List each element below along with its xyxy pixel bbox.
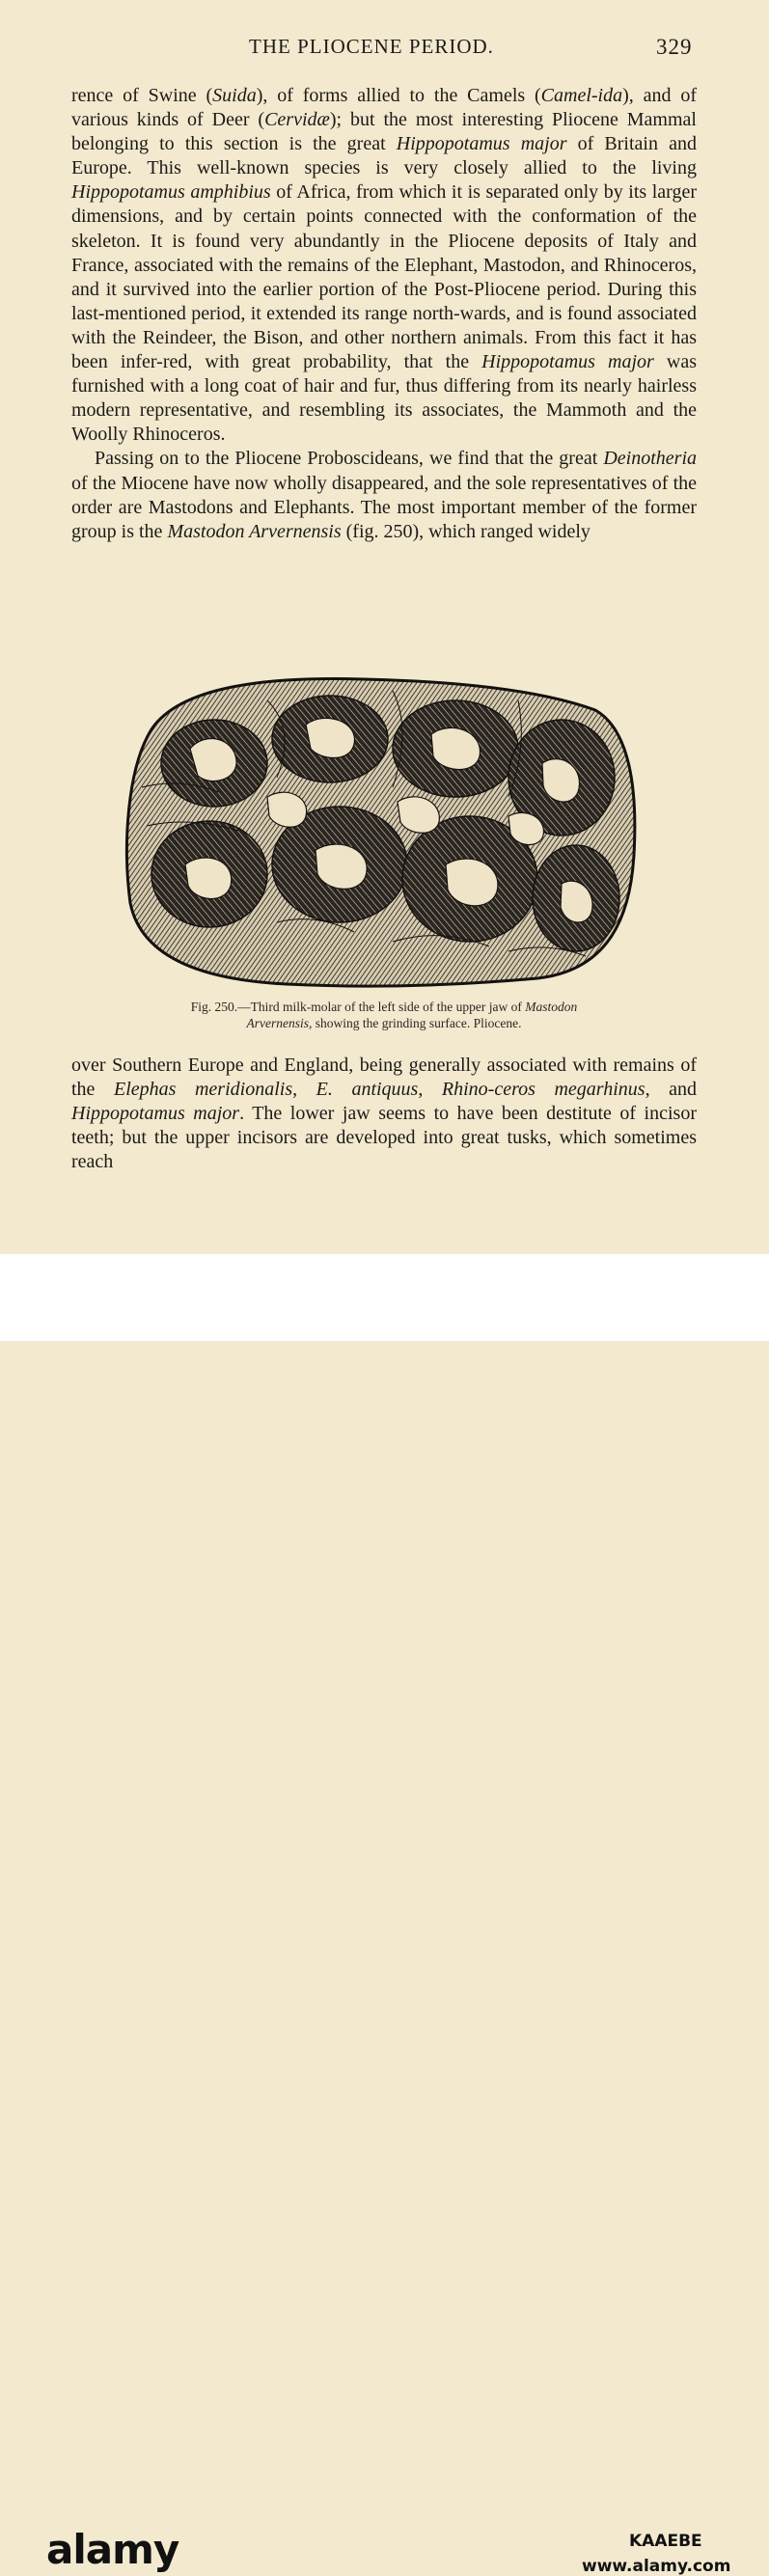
text-run: of the Miocene have now wholly disappeared, and the sole representatives of the order are Mastodons and Elephants. The most important member of the former group is the — [71, 472, 697, 542]
image-id: KAAEBE — [629, 2532, 702, 2551]
text-run: of Britain and Europe. This well-known species is very closely allied to the living — [71, 133, 697, 179]
italic-term: Mastodon — [525, 1000, 578, 1014]
italic-term: Cervidæ — [264, 109, 330, 131]
italic-term: Deinotheria — [603, 448, 697, 470]
text-block-lower — [71, 1054, 697, 1174]
paragraph-mastodon-range — [71, 1054, 697, 1174]
molar-illustration — [123, 671, 638, 990]
figure-caption-line-2 — [71, 1015, 697, 1031]
italic-term: E. antiquus — [316, 1079, 419, 1101]
italic-term: Rhino-ceros megarhinus — [441, 1079, 645, 1101]
italic-term: Camel-ida — [540, 85, 623, 106]
page-number: 329 — [656, 35, 693, 59]
text-run: rence of Swine ( — [71, 85, 213, 106]
text-run: showing the grinding surface. Pliocene. — [312, 1016, 522, 1030]
text-block-upper — [71, 84, 697, 544]
text-run: of Africa, from which it is separated only by its larger dimensions, and by certain points connected with the conformation of the skeleton. It is found very abundantly in the Pliocene deposits of Italy and France, associated with the remains of the Elephant, Mastodon, and Rhinoceros, and it survived into the earlier portion of the Post-Pliocene period. During this last-mentioned period, it extended its range north-wards, and is found associated with the Reindeer, the Bison, and other northern animals. From this fact it has been infer-red, with great probability, that the — [71, 181, 698, 373]
text-run: ); but the most interesting Pliocene Mammal belonging to this section is the great — [71, 109, 697, 155]
italic-term: Mastodon Arvernensis — [167, 520, 342, 542]
text-run: ), and of various kinds of Deer ( — [71, 85, 697, 131]
italic-term: Hippopotamus major — [396, 133, 567, 155]
italic-term: Elephas meridionalis — [114, 1079, 293, 1101]
text-run: over Southern Europe and England, being generally associated with remains of the — [71, 1055, 697, 1101]
text-run: (fig. 250), which ranged widely — [341, 520, 590, 542]
italic-term: Arvernensis, — [246, 1016, 313, 1030]
brand-logo: alamy — [46, 2526, 179, 2573]
text-run: ), of forms allied to the Camels ( — [256, 85, 541, 106]
paragraph-proboscideans — [71, 447, 697, 543]
text-run: . The lower jaw seems to have been destitute of incisor teeth; but the upper incisors are developed into great tusks, which sometimes reach — [71, 1103, 697, 1173]
text-run: , — [418, 1079, 442, 1101]
italic-term: Hippopotamus major — [71, 1103, 240, 1125]
italic-term: Hippopotamus major — [481, 351, 654, 373]
text-run: , and — [645, 1079, 697, 1101]
text-run: , — [292, 1079, 316, 1101]
italic-term: Hippopotamus amphibius — [71, 181, 271, 204]
page-title: THE PLIOCENE PERIOD. — [249, 35, 494, 58]
text-run: was furnished with a long coat of hair and fur, thus differing from its nearly hairless modern representative, and resembling its associates, the Mammoth and the Woolly Rhinoceros. — [71, 351, 697, 446]
text-run: Fig. 250.—Third milk-molar of the left side of the upper jaw of — [190, 1000, 526, 1014]
site-url: www.alamy.com — [582, 2557, 731, 2576]
running-head — [0, 35, 769, 64]
book-page — [0, 0, 769, 1254]
italic-term: Suida — [212, 85, 257, 106]
text-run: Passing on to the Pliocene Proboscideans, we find that the great — [95, 448, 604, 470]
figure-caption-line-1 — [71, 999, 697, 1015]
watermark-footer — [0, 1254, 769, 2576]
paragraph-hippopotamus — [71, 84, 697, 447]
figure-molar-engraving — [123, 671, 638, 990]
